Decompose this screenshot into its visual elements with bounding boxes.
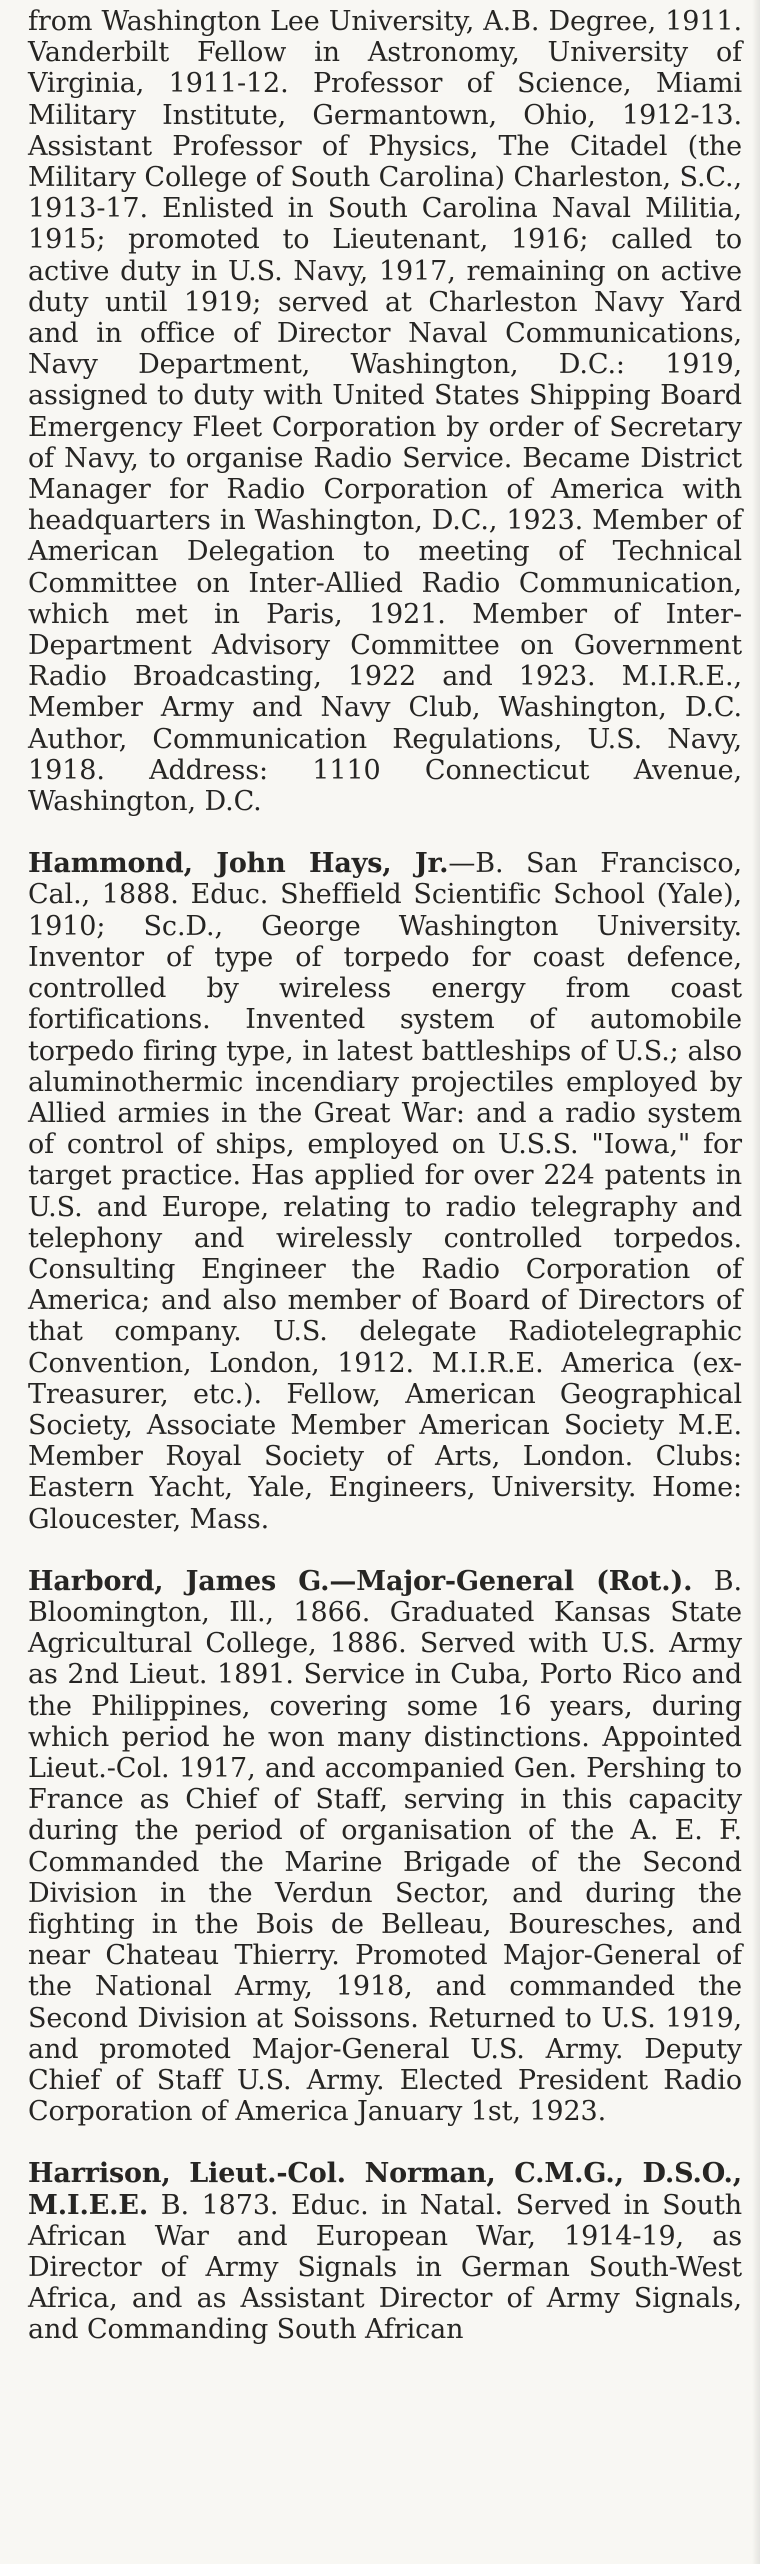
entry-hammond [28, 848, 742, 1534]
page-edge-shadow [752, 0, 760, 2564]
entry-body: from Washington Lee University, A.B. Degree, 1911. Vanderbilt Fellow in Astronomy, University of Virginia, 1911-12. Professor of Science, Miami Military Institute, Germantown, Ohio, 1912-13. Assistant Professor of Physics, The Citadel (the Military College of South Carolina) Charleston, S.C., 1913-17. Enlisted in South Carolina Naval Militia, 1915; promoted to Lieutenant, 1916; called to active duty in U.S. Navy, 1917, remaining on active duty until 1919; served at Charleston Navy Yard and in office of Director Naval Communications, Navy Department, Washington, D.C.: 1919, assigned to duty with United States Shipping Board Emergency Fleet Corporation by order of Secretary of Navy, to organise Radio Service. Became District Manager for Radio Corporation of America with headquarters in Washington, D.C., 1923. Member of American Delegation to meeting of Technical Committee on Inter-Allied Radio Communication, which met in Paris, 1921. Member of Inter-Department Advisory Committee on Government Radio Broadcasting, 1922 and 1923. M.I.R.E., Member Army and Navy Club, Washington, D.C. Author, Communication Regulations, U.S. Navy, 1918. Address: 1110 Connecticut Avenue, Washington, D.C. [28, 6, 742, 818]
entry-name: Harbord, James G.—Major-General (Rot.). [28, 1565, 693, 1597]
entry-body: B. 1873. Educ. in Natal. Served in South African War and European War, 1914-19, as Director of Army Signals in German South-West Africa, and as Assistant Director of Army Signals, and Commanding South African [28, 2189, 742, 2346]
biography-column [28, 6, 742, 2346]
entry-harrison [28, 2158, 742, 2345]
entry-name: Hammond, John Hays, Jr. [28, 848, 449, 880]
entry-harbord [28, 1566, 742, 2128]
entry-text [28, 6, 742, 817]
entry-text [28, 1566, 742, 2128]
entry-body: —B. San Francisco, Cal., 1888. Educ. Sheffield Scientific School (Yale), 1910; Sc.D., George Washington University. Inventor of type of torpedo for coast defence, controlled by wireless energy from coast fortifications. Invented system of automobile torpedo firing type, in latest battleships of U.S.; also aluminothermic incendiary projectiles employed by Allied armies in the Great War: and a radio system of control of ships, employed on U.S.S. "Iowa," for target practice. Has applied for over 224 patents in U.S. and Europe, relating to radio telegraphy and telephony and wirelessly controlled torpedos. Consulting Engineer the Radio Corporation of America; and also member of Board of Directors of that company. U.S. delegate Radiotelegraphic Convention, London, 1912. M.I.R.E. America (ex-Treasurer, etc.). Fellow, American Geographical Society, Associate Member American Society M.E. Member Royal Society of Arts, London. Clubs: Eastern Yacht, Yale, Engineers, University. Home: Gloucester, Mass. [28, 848, 742, 1535]
entry-continued-biography [28, 6, 742, 817]
entry-name: Harrison, Lieut.-Col. Norman, C.M.G., D.S.O., M.I.E.E. [28, 2158, 742, 2221]
entry-body: B. Bloomington, Ill., 1866. Graduated Kansas State Agricultural College, 1886. Served with U.S. Army as 2nd Lieut. 1891. Service in Cuba, Porto Rico and the Philippines, covering some 16 years, during which period he won many distinctions. Appointed Lieut.-Col. 1917, and accompanied Gen. Pershing to France as Chief of Staff, serving in this capacity during the period of organisation of the A. E. F. Commanded the Marine Brigade of the Second Division in the Verdun Sector, and during the fighting in the Bois de Belleau, Bouresches, and near Chateau Thierry. Promoted Major-General of the National Army, 1918, and commanded the Second Division at Soissons. Returned to U.S. 1919, and promoted Major-General U.S. Army. Deputy Chief of Staff U.S. Army. Elected President Radio Corporation of America January 1st, 1923. [28, 1565, 742, 2128]
entry-text [28, 848, 742, 1534]
entry-text [28, 2158, 742, 2345]
